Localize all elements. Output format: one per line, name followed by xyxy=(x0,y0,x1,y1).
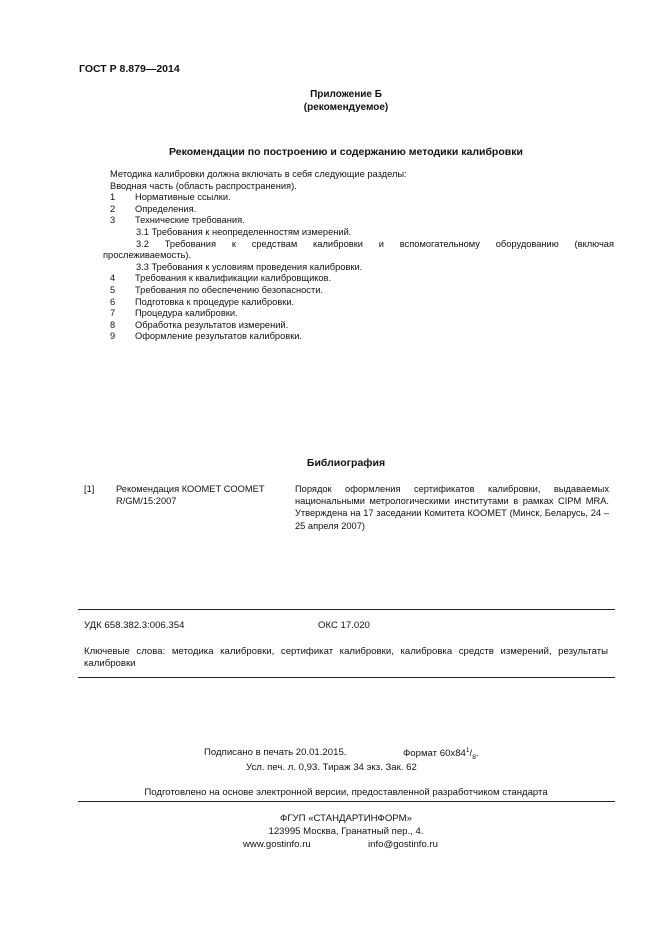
sub-item-text: 3.1 Требования к неопределенностям измерений. xyxy=(136,226,352,237)
list-item-text: Нормативные ссылки. xyxy=(135,192,231,203)
sub-item-text: 3.3 Требования к условиям проведения калибровки. xyxy=(136,261,363,272)
list-item-text: Технические требования. xyxy=(135,215,245,226)
print-info: Усл. печ. л. 0,93. Тираж 34 экз. Зак. 62 xyxy=(246,762,417,773)
list-item-text: Оформление результатов калибровки. xyxy=(135,331,303,342)
intro-text-2: Вводная часть (область распространения). xyxy=(110,180,297,191)
list-item xyxy=(110,273,620,285)
list-item-text: Определения. xyxy=(135,203,197,214)
sub-item xyxy=(110,262,620,274)
udk-code: УДК 658.382.3:006.354 xyxy=(84,620,185,631)
bibliography-description: Порядок оформления сертификатов калибровки, выдаваемых национальными метрологическими институтами в рамках CIPM MRA. Утверждена на 17 заседании Комитета КООМЕТ (Минск, Беларусь, 24 – 25 апреля 2007) xyxy=(295,484,609,531)
signed-date: Подписано в печать 20.01.2015. xyxy=(204,747,347,758)
bibliography-ref-number: [1] xyxy=(84,484,95,494)
divider xyxy=(78,677,615,678)
intro-text: Методика калибровки должна включать в себя следующие разделы: xyxy=(110,169,407,179)
bibliography-source xyxy=(116,483,286,507)
list-item xyxy=(110,297,620,309)
sub-item xyxy=(110,239,620,251)
list-item xyxy=(110,204,620,216)
list-item xyxy=(110,331,620,343)
divider xyxy=(78,609,615,610)
bibliography-source-line: Рекомендация КООМЕТ COOMET xyxy=(116,484,265,494)
list-item-text: Подготовка к процедуре калибровки. xyxy=(135,296,295,307)
bibliography-source-line: R/GM/15:2007 xyxy=(116,496,177,507)
publisher-address: 123995 Москва, Гранатный пер., 4. xyxy=(268,826,424,837)
list-item xyxy=(110,285,620,297)
format-numerator: 1 xyxy=(465,747,470,754)
list-item xyxy=(110,215,620,227)
format-end: . xyxy=(475,748,479,760)
list-item-text: Требования по обеспечению безопасности. xyxy=(135,284,323,295)
appendix-title: Приложение Б xyxy=(310,89,382,100)
list-item-number: 3 xyxy=(110,215,116,226)
list-item-number: 1 xyxy=(110,192,116,203)
format-info: Формат $60x84^1/_8$. xyxy=(403,747,479,762)
format-denominator: 8 xyxy=(472,754,476,762)
list-item-number: 9 xyxy=(110,331,116,342)
format-label: Формат 60x84 xyxy=(403,748,466,760)
list-item-number: 6 xyxy=(110,296,116,307)
list-item-number: 2 xyxy=(110,203,116,214)
recommendations-title: Рекомендации по построению и содержанию методики калибровки xyxy=(169,146,523,158)
list-item xyxy=(110,308,620,320)
list-item-text: Обработка результатов измерений. xyxy=(135,319,289,330)
sub-item xyxy=(110,227,620,239)
publisher-website[interactable]: www.gostinfo.ru xyxy=(243,839,311,850)
sub-item-continuation xyxy=(103,250,620,262)
oks-code: ОКС 17.020 xyxy=(318,620,370,631)
list-item xyxy=(110,320,620,332)
list-item-number: 8 xyxy=(110,319,116,330)
list-item-number: 5 xyxy=(110,284,116,295)
publisher-email[interactable]: info@gostinfo.ru xyxy=(368,839,439,850)
keywords: Ключевые слова: методика калибровки, сертификат калибровки, калибровка средств измерений, результаты калибровки xyxy=(84,646,608,669)
bibliography-title: Библиография xyxy=(306,457,386,469)
recommendations-list xyxy=(103,169,620,343)
divider xyxy=(78,801,615,802)
document-code: ГОСТ Р 8.879—2014 xyxy=(79,63,180,75)
sub-item-text: прослеживаемость). xyxy=(103,250,192,261)
list-item-text: Требования к квалификации калибровщиков. xyxy=(135,273,332,284)
list-item-number: 4 xyxy=(110,273,116,284)
appendix-heading xyxy=(0,88,661,114)
list-item xyxy=(110,192,620,204)
appendix-subtitle: (рекомендуемое) xyxy=(303,102,389,113)
list-item-number: 7 xyxy=(110,308,116,319)
list-item-text: Процедура калибровки. xyxy=(135,308,238,319)
prepared-note: Подготовлено на основе электронной версии, предоставленной разработчиком стандарта xyxy=(144,787,548,798)
sub-item-text: 3.2 Требования к средствам калибровки и вспомогательному оборудованию (включая xyxy=(136,238,614,249)
publisher-name: ФГУП «СТАНДАРТИНФОРМ» xyxy=(280,813,412,824)
